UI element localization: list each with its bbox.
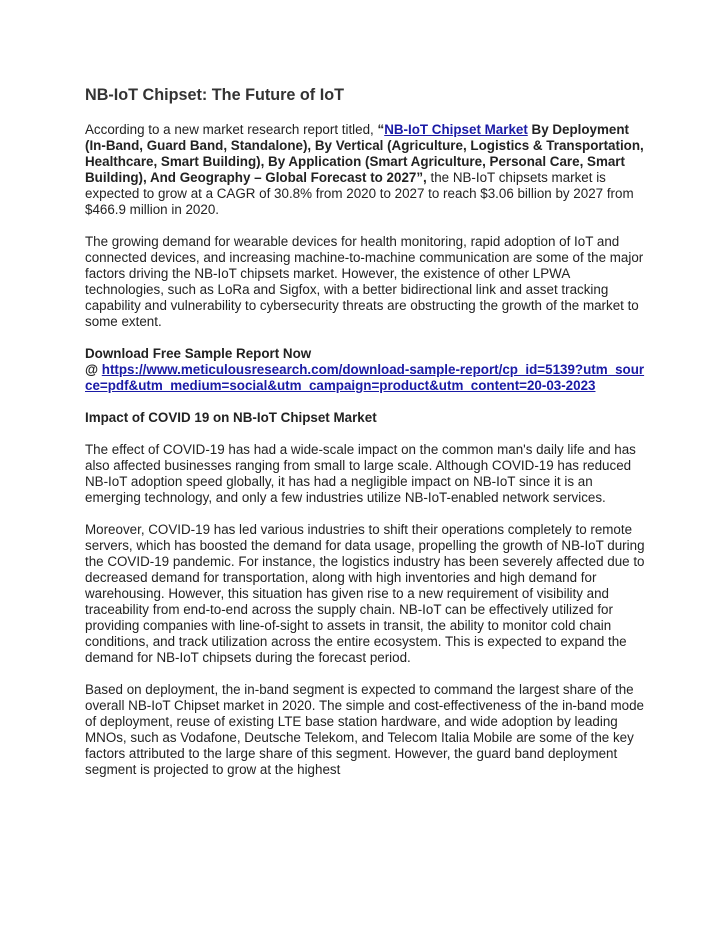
document-page: [85, 84, 645, 794]
covid-paragraph-1: The effect of COVID-19 has had a wide-scale impact on the common man's daily life and has also affected businesses ranging from small to large scale. Although COVID-19 has reduced NB-IoT adoption speed globally, it has had a negligible impact on NB-IoT since it is an emerging technology, and only a few industries utilize NB-IoT-enabled network services.: [85, 442, 636, 505]
covid-heading: Impact of COVID 19 on NB-IoT Chipset Market: [85, 410, 377, 425]
drivers-paragraph: The growing demand for wearable devices for health monitoring, rapid adoption of IoT and connected devices, and increasing machine-to-machine communication are some of the major factors driving the NB-IoT chipsets market. However, the existence of other LPWA technologies, such as LoRa and Sigfox, with a better bidirectional link and asset tracking capability and vulnerability to cybersecurity threats are obstructing the growth of the market to some extent.: [85, 234, 644, 329]
download-label: Download Free Sample Report Now: [85, 346, 312, 361]
document-title: NB-IoT Chipset: The Future of IoT: [85, 86, 344, 104]
download-paragraph: [85, 346, 645, 394]
report-link[interactable]: NB-IoT Chipset Market: [384, 122, 528, 137]
intro-quote-open: “: [377, 122, 385, 137]
covid-paragraph-2: Moreover, COVID-19 has led various industries to shift their operations completely to remote servers, which has boosted the demand for data usage, propelling the growth of NB-IoT during the COVID-19 pandemic. For instance, the logistics industry has been severely affected due to decreased demand for transportation, along with high inventories and high demand for warehousing. However, this situation has given rise to a new requirement of visibility and traceability from end-to-end across the supply chain. NB-IoT can be effectively utilized for providing companies with line-of-sight to assets in transit, the ability to monitor cold chain conditions, and track utilization across the entire ecosystem. This is expected to expand the demand for NB-IoT chipsets during the forecast period.: [85, 522, 645, 665]
deployment-paragraph: Based on deployment, the in-band segment is expected to command the largest share of the overall NB-IoT Chipset market in 2020. The simple and cost-effectiveness of the in-band mode of deployment, reuse of existing LTE base station hardware, and wide adoption by leading MNOs, such as Vodafone, Deutsche Telekom, and Telecom Italia Mobile are some of the key factors attributed to the large share of this segment. However, the guard band deployment segment is projected to grow at the highest: [85, 682, 644, 777]
intro-paragraph: [85, 122, 645, 218]
report-title: By Deployment (In-Band, Guard Band, Standalone), By Vertical (Agriculture, Logistics & Transportation, Healthcare, Smart Building), By Application (Smart Agriculture, Personal Care, Smart Building), And Geography – Global Forecast to 2027”,: [85, 122, 644, 185]
download-link[interactable]: https://www.meticulousresearch.com/download-sample-report/cp_id=5139?utm_source=pdf&utm_medium=social&utm_campaign=product&utm_content=20-03-2023: [85, 362, 645, 393]
intro-tail: the NB-IoT chipsets market is expected to grow at a CAGR of 30.8% from 2020 to 2027 to reach $3.06 billion by 2027 from $466.9 million in 2020.: [85, 170, 634, 217]
intro-lead: According to a new market research report titled,: [85, 122, 378, 137]
download-at: @: [85, 362, 102, 377]
